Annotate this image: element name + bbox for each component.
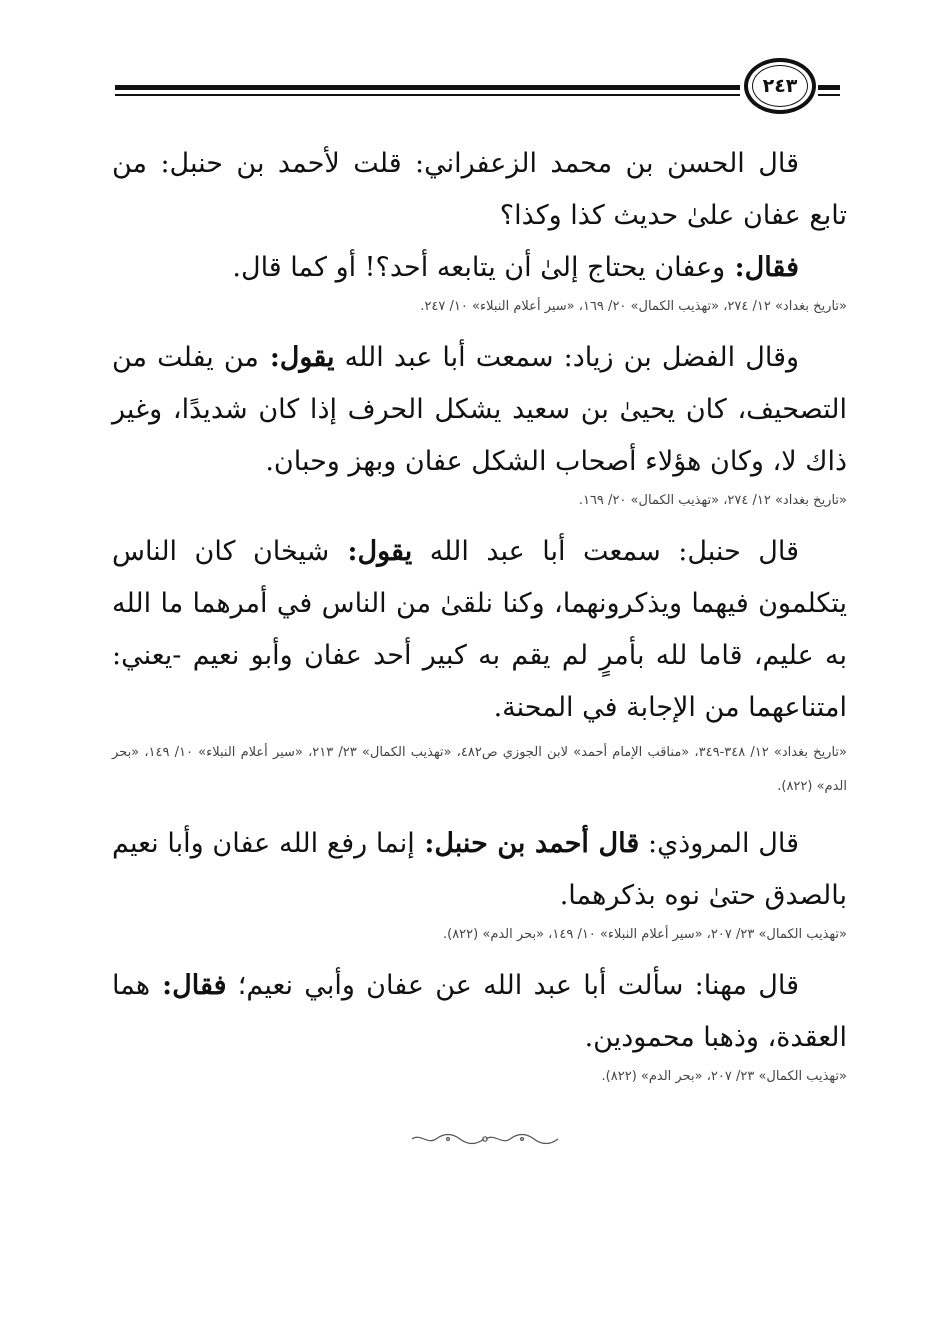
header-rule-stub-thin (818, 94, 840, 96)
paragraph-muhanna (112, 960, 847, 1064)
divider-ornament (410, 1132, 560, 1146)
bold-phrase: يقول: (258, 342, 335, 373)
header-rule-thin (115, 94, 740, 96)
paragraph-marwadhi (112, 818, 847, 922)
paragraph-zafarani (112, 138, 847, 242)
page-number-badge (744, 58, 816, 114)
source-citation: «تاريخ بغداد» ١٢/ ٢٧٤، «تهذيب الكمال» ٢٠/ ١٦٩. (578, 493, 847, 508)
bold-phrase: فقال: (725, 252, 799, 283)
header-rule-stub (818, 85, 840, 90)
paragraph-text: إنما رفع الله عفان وأبا نعيم بالصدق حتىٰ نوه بذكرهما. (112, 828, 847, 911)
paragraph-text: قال مهنا: سألت أبا عبد الله عن عفان وأبي نعيم؛ (226, 970, 799, 1001)
bold-phrase: يقول: (329, 536, 413, 567)
paragraph-text: قال حنبل: سمعت أبا عبد الله (412, 536, 799, 567)
paragraph-text: قال الحسن بن محمد الزعفراني: قلت لأحمد بن حنبل: من تابع عفان علىٰ حديث كذا وكذا؟ (112, 148, 847, 231)
page-header (115, 58, 840, 108)
paragraph-hanbal (112, 526, 847, 734)
bold-phrase: فقال: (150, 970, 227, 1001)
source-citation: «تهذيب الكمال» ٢٣/ ٢٠٧، «سير أعلام النبلاء» ١٠/ ١٤٩، «بحر الدم» (٨٢٢). (442, 927, 847, 942)
page-number: ٢٤٣ (752, 65, 808, 107)
paragraph-text: وعفان يحتاج إلىٰ أن يتابعه أحد؟! أو كما قال. (232, 252, 726, 283)
page-body (112, 138, 847, 1102)
paragraph-answer (112, 242, 847, 294)
paragraph-text: وقال الفضل بن زياد: سمعت أبا عبد الله (334, 342, 800, 373)
header-rule (115, 85, 740, 90)
paragraph-text: من يفلت من التصحيف، كان يحيىٰ بن سعيد يشكل الحرف إذا كان شديدًا، وغير ذاك لا، وكان هؤلاء أصحاب الشكل عفان وبهز وحبان. (112, 342, 847, 477)
paragraph-text: قال المروذي: (639, 828, 799, 859)
bold-phrase: قال أحمد بن حنبل: (414, 828, 640, 859)
source-citation: «تاريخ بغداد» ١٢/ ٢٧٤، «تهذيب الكمال» ٢٠/ ١٦٩، «سير أعلام النبلاء» ١٠/ ٢٤٧. (420, 299, 847, 314)
source-citation: «تهذيب الكمال» ٢٣/ ٢٠٧، «بحر الدم» (٨٢٢). (601, 1069, 847, 1084)
paragraph-text: هما العقدة، وذهبا محمودين. (112, 970, 847, 1053)
paragraph-text: شيخان كان الناس يتكلمون فيهما ويذكرونهما، وكنا نلقىٰ من الناس في أمرهما ما الله به عليم، قاما لله بأمرٍ لم يقم به كبير أحد عفان وأبو نعيم -يعني: امتناعهما من الإجابة في المحنة. (112, 536, 847, 723)
source-citation: «تاريخ بغداد» ١٢/ ٣٤٨-٣٤٩، «مناقب الإمام أحمد» لابن الجوزي ص٤٨٢، «تهذيب الكمال» ٢٣/ ٢١٣، «سير أعلام النبلاء» ١٠/ ١٤٩، «بحر الدم» (٨٢٢). (112, 745, 847, 794)
paragraph-fadl (112, 332, 847, 488)
